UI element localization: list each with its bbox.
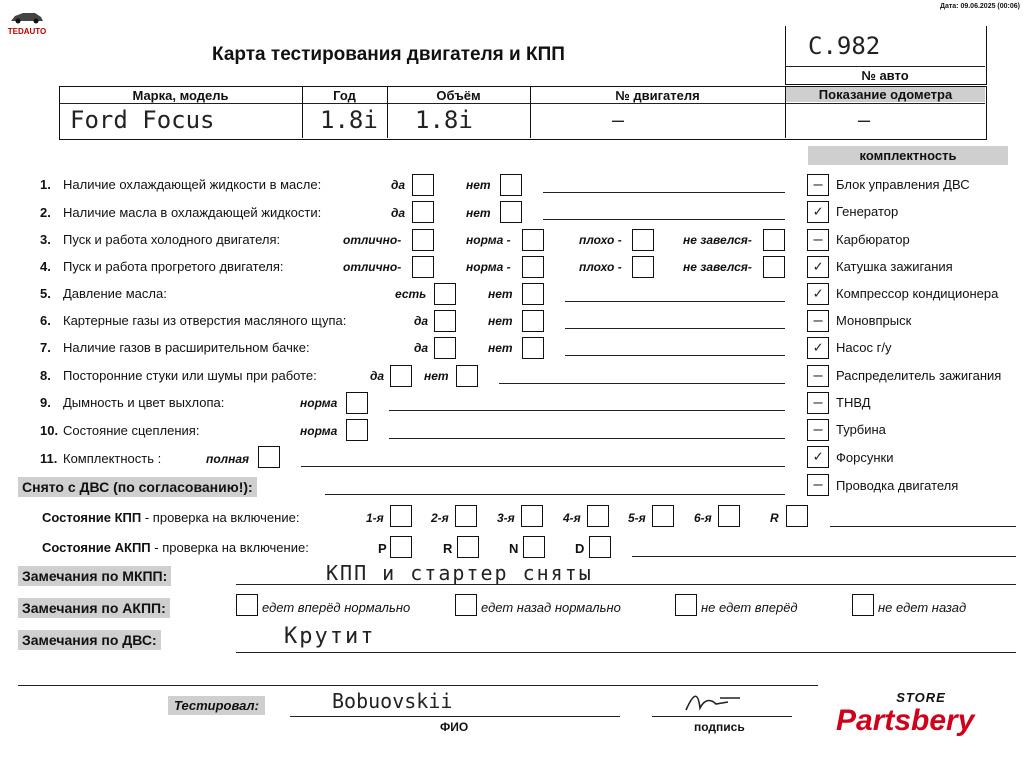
komplekt-label: ТНВД <box>836 395 871 410</box>
tedauto-logo <box>6 10 48 36</box>
komplekt-label: Компрессор кондиционера <box>836 286 999 301</box>
date-stamp: Дата: 09.06.2025 (00:06) <box>939 3 1020 10</box>
checkbox[interactable] <box>632 229 654 251</box>
question-number: 5. <box>40 286 51 301</box>
option-label: нет <box>488 287 513 301</box>
mkpp-remarks-value: КПП и стартер сняты <box>326 561 593 585</box>
option-label: нет <box>488 314 513 328</box>
question-text: Состояние сцепления: <box>63 423 200 438</box>
akpp-label-rest: - проверка на включение: <box>150 540 309 555</box>
question-text: Пуск и работа прогретого двигателя: <box>63 259 284 274</box>
gear-checkbox[interactable] <box>390 536 412 558</box>
checkbox[interactable] <box>763 229 785 251</box>
option-label: плохо - <box>579 260 622 274</box>
option-label: не завелся- <box>683 260 752 274</box>
option-label: полная <box>206 452 250 466</box>
komplekt-label: Карбюратор <box>836 232 910 247</box>
value-odometer: — <box>858 108 871 132</box>
question-text: Давление масла: <box>63 286 167 301</box>
checkbox[interactable] <box>632 256 654 278</box>
akpp-option-label: едет вперёд нормально <box>262 600 411 615</box>
option-label: нет <box>466 206 491 220</box>
akpp-label <box>42 540 309 555</box>
komplekt-label: Проводка двигателя <box>836 478 959 493</box>
akpp-remarks-label: Замечания по АКПП: <box>18 598 170 618</box>
fio-label: ФИО <box>440 720 469 734</box>
question-number: 10. <box>40 423 59 438</box>
akpp-option-checkbox[interactable] <box>455 594 477 616</box>
gear-label: P <box>378 541 387 556</box>
question-number: 1. <box>40 177 51 192</box>
komplekt-check[interactable]: – <box>807 392 829 414</box>
checkbox[interactable] <box>434 310 456 332</box>
akpp-option-label: не едет назад <box>878 600 967 615</box>
gear-checkbox[interactable] <box>587 505 609 527</box>
komplekt-label: Насос г/у <box>836 340 892 355</box>
value-year: 1.8i <box>320 106 378 134</box>
question-number: 6. <box>40 313 51 328</box>
question-text: Дымность и цвет выхлопа: <box>63 395 225 410</box>
checkbox[interactable] <box>500 201 522 223</box>
akpp-option-checkbox[interactable] <box>675 594 697 616</box>
header-engine-no: № двигателя <box>615 88 700 103</box>
komplekt-check[interactable]: – <box>807 310 829 332</box>
mkpp-remarks-label: Замечания по МКПП: <box>18 566 171 586</box>
checkbox[interactable] <box>412 256 434 278</box>
tested-by-text: Тестировал: <box>174 698 259 713</box>
option-label: нет <box>466 178 491 192</box>
partsbery-text: Partsbery <box>836 704 975 737</box>
option-label: отлично- <box>343 260 402 274</box>
option-label: не завелся- <box>683 233 752 247</box>
komplekt-label: Распределитель зажигания <box>836 368 1002 383</box>
header-year: Год <box>333 88 356 103</box>
gear-checkbox[interactable] <box>457 536 479 558</box>
gear-label: 4-я <box>563 511 581 525</box>
komplekt-header: комплектность <box>808 146 1008 165</box>
komplekt-check[interactable]: – <box>807 174 829 196</box>
komplekt-label: Моновпрыск <box>836 313 912 328</box>
checkbox[interactable] <box>522 256 544 278</box>
checkbox[interactable] <box>390 365 412 387</box>
tested-by-label <box>168 696 265 715</box>
option-label: нет <box>488 341 513 355</box>
gear-checkbox[interactable] <box>589 536 611 558</box>
komplekt-label: Форсунки <box>836 450 894 465</box>
komplekt-check[interactable]: – <box>807 365 829 387</box>
komplekt-label: Турбина <box>836 422 886 437</box>
gear-checkbox[interactable] <box>390 505 412 527</box>
akpp-option-checkbox[interactable] <box>236 594 258 616</box>
gear-checkbox[interactable] <box>521 505 543 527</box>
gear-label: R <box>443 541 453 556</box>
question-text: Картерные газы из отверстия масляного щупа: <box>63 313 347 328</box>
question-number: 9. <box>40 395 51 410</box>
question-number: 4. <box>40 259 51 274</box>
komplekt-check[interactable]: ✓ <box>807 337 829 359</box>
option-label: есть <box>395 287 427 301</box>
signature-label: подпись <box>694 720 745 734</box>
checkbox[interactable] <box>522 283 544 305</box>
gear-checkbox[interactable] <box>523 536 545 558</box>
gear-label: 6-я <box>694 511 712 525</box>
checkbox[interactable] <box>258 446 280 468</box>
value-model: Ford Focus <box>70 106 215 134</box>
akpp-option-label: не едет вперёд <box>701 600 798 615</box>
gear-label: 5-я <box>628 511 646 525</box>
gear-label: 3-я <box>497 511 515 525</box>
checkbox[interactable] <box>522 337 544 359</box>
checkbox[interactable] <box>434 337 456 359</box>
option-label: плохо - <box>579 233 622 247</box>
komplekt-check[interactable]: ✓ <box>807 256 829 278</box>
gear-label: 2-я <box>431 511 449 525</box>
car-number-value: С.982 <box>808 32 881 60</box>
akpp-option-checkbox[interactable] <box>852 594 874 616</box>
question-text: Пуск и работа холодного двигателя: <box>63 232 281 247</box>
komplekt-check[interactable]: ✓ <box>807 446 829 468</box>
checkbox[interactable] <box>346 392 368 414</box>
checkbox[interactable] <box>522 229 544 251</box>
akpp-option-label: едет назад нормально <box>481 600 621 615</box>
kpp-label-bold: Состояние КПП <box>42 510 142 525</box>
option-label: отлично- <box>343 233 402 247</box>
checkbox[interactable] <box>412 174 434 196</box>
question-text: Посторонние стуки или шумы при работе: <box>63 368 317 383</box>
komplekt-check[interactable]: ✓ <box>807 283 829 305</box>
gear-label: R <box>770 511 779 525</box>
gear-checkbox[interactable] <box>786 505 808 527</box>
option-label: норма - <box>466 260 511 274</box>
gear-label: 1-я <box>366 511 384 525</box>
komplekt-check[interactable]: – <box>807 229 829 251</box>
kpp-label <box>42 510 299 525</box>
akpp-label-bold: Состояние АКПП <box>42 540 151 555</box>
gear-label: N <box>509 541 519 556</box>
checkbox[interactable] <box>763 256 785 278</box>
question-text: Наличие охлаждающей жидкости в масле: <box>63 177 322 192</box>
komplekt-label: Блок управления ДВС <box>836 177 970 192</box>
checkbox[interactable] <box>412 201 434 223</box>
value-volume: 1.8i <box>415 106 473 134</box>
checkbox[interactable] <box>434 283 456 305</box>
option-label: норма - <box>466 233 511 247</box>
removed-label: Снято с ДВС (по согласованию!): <box>18 477 257 497</box>
question-text: Наличие масла в охлаждающей жидкости: <box>63 205 322 220</box>
komplekt-check[interactable]: – <box>807 419 829 441</box>
option-label: да <box>414 314 429 328</box>
page-title: Карта тестирования двигателя и КПП <box>212 44 565 65</box>
kpp-label-rest: - проверка на включение: <box>141 510 300 525</box>
checkbox[interactable] <box>412 229 434 251</box>
komplekt-check[interactable]: ✓ <box>807 201 829 223</box>
question-number: 2. <box>40 205 51 220</box>
header-odometer: Показание одометра <box>786 87 985 102</box>
gear-checkbox[interactable] <box>455 505 477 527</box>
car-number-label: № авто <box>861 68 909 83</box>
store-text: STORE <box>896 690 946 705</box>
car-icon <box>9 10 45 24</box>
option-label: да <box>370 369 385 383</box>
question-text: Наличие газов в расширительном бачке: <box>63 340 310 355</box>
question-number: 11. <box>40 451 58 466</box>
checkbox[interactable] <box>522 310 544 332</box>
dvs-remarks-label: Замечания по ДВС: <box>18 630 161 650</box>
option-label: да <box>391 206 406 220</box>
tedauto-logo-text: TEDAUTO <box>7 27 47 36</box>
tester-name: Bobuovskii <box>332 689 453 713</box>
checkbox[interactable] <box>500 174 522 196</box>
komplekt-label: Генератор <box>836 204 899 219</box>
dvs-remarks-value: Крутит <box>284 624 376 649</box>
option-label: норма <box>300 396 338 410</box>
header-volume: Объём <box>436 88 481 103</box>
option-label: да <box>391 178 406 192</box>
header-model: Марка, модель <box>132 88 229 103</box>
question-number: 8. <box>40 368 51 383</box>
option-label: норма <box>300 424 338 438</box>
checkbox[interactable] <box>456 365 478 387</box>
value-engine-no: — <box>612 108 625 132</box>
question-number: 3. <box>40 232 51 247</box>
checkbox[interactable] <box>346 419 368 441</box>
option-label: нет <box>424 369 449 383</box>
question-text: Комплектность : <box>63 451 162 466</box>
option-label: да <box>414 341 429 355</box>
signature <box>680 690 760 718</box>
question-number: 7. <box>40 340 51 355</box>
komplekt-label: Катушка зажигания <box>836 259 953 274</box>
komplekt-check[interactable]: – <box>807 474 829 496</box>
gear-label: D <box>575 541 585 556</box>
partsbery-logo <box>836 690 1006 737</box>
gear-checkbox[interactable] <box>718 505 740 527</box>
gear-checkbox[interactable] <box>652 505 674 527</box>
